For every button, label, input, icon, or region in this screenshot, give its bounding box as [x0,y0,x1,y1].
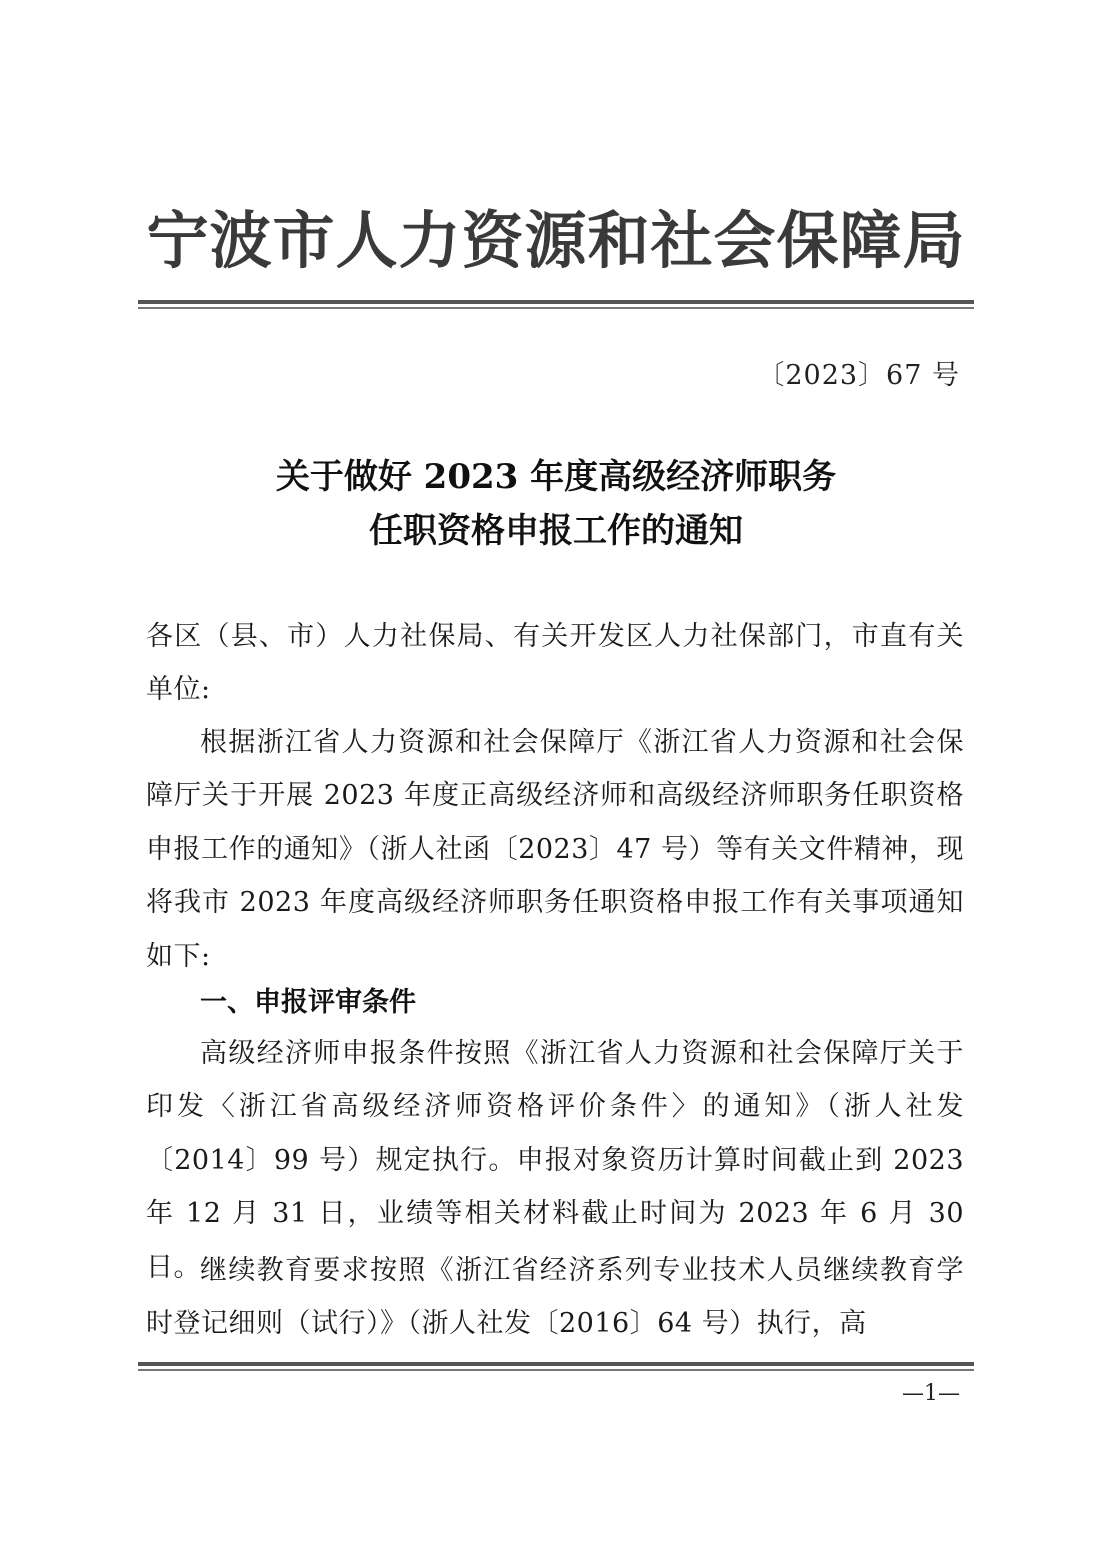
intro-paragraph: 根据浙江省人力资源和社会保障厅《浙江省人力资源和社会保障厅关于开展 2023 年度正高级经济师和高级经济师职务任职资格申报工作的通知》（浙人社函〔2023〕47 号）等有关文件精神，现将我市 2023 年度高级经济师职务任职资格申报工作有关事项通知如下: [146,727,964,972]
header-rule-thick [138,300,974,304]
document-title-line-1: 关于做好 2023 年度高级经济师职务 [275,457,837,497]
section-heading-1: 一、申报评审条件 [200,987,416,1018]
conditions-paragraph: 高级经济师申报条件按照《浙江省人力资源和社会保障厅关于印发〈浙江省高级经济师资格评价条件〉的通知》（浙人社发〔2014〕99 号）规定执行。申报对象资历计算时间截止到 2023 年 12 月 31 日，业绩等相关材料截止时间为 2023 年 6 月 30 日。 [146,1038,964,1283]
footer-rule-thick [138,1362,974,1366]
issuer-heading: 宁波市人力资源和社会保障局 [146,204,966,277]
addressee-paragraph: 各区（县、市）人力社保局、有关开发区人力社保部门，市直有关单位: [146,621,964,706]
footer-rule-thin [138,1369,974,1371]
page-number: —1— [902,1381,960,1406]
document-title-line-2: 任职资格申报工作的通知 [369,511,743,551]
footer-rule [138,1362,974,1371]
header-rule-thin [138,307,974,309]
continuing-education-paragraph: 继续教育要求按照《浙江省经济系列专业技术人员继续教育学时登记细则（试行）》（浙人社发〔2016〕64 号）执行，高 [146,1255,964,1340]
header-rule [138,300,974,309]
document-number: 〔2023〕67 号 [757,360,960,391]
